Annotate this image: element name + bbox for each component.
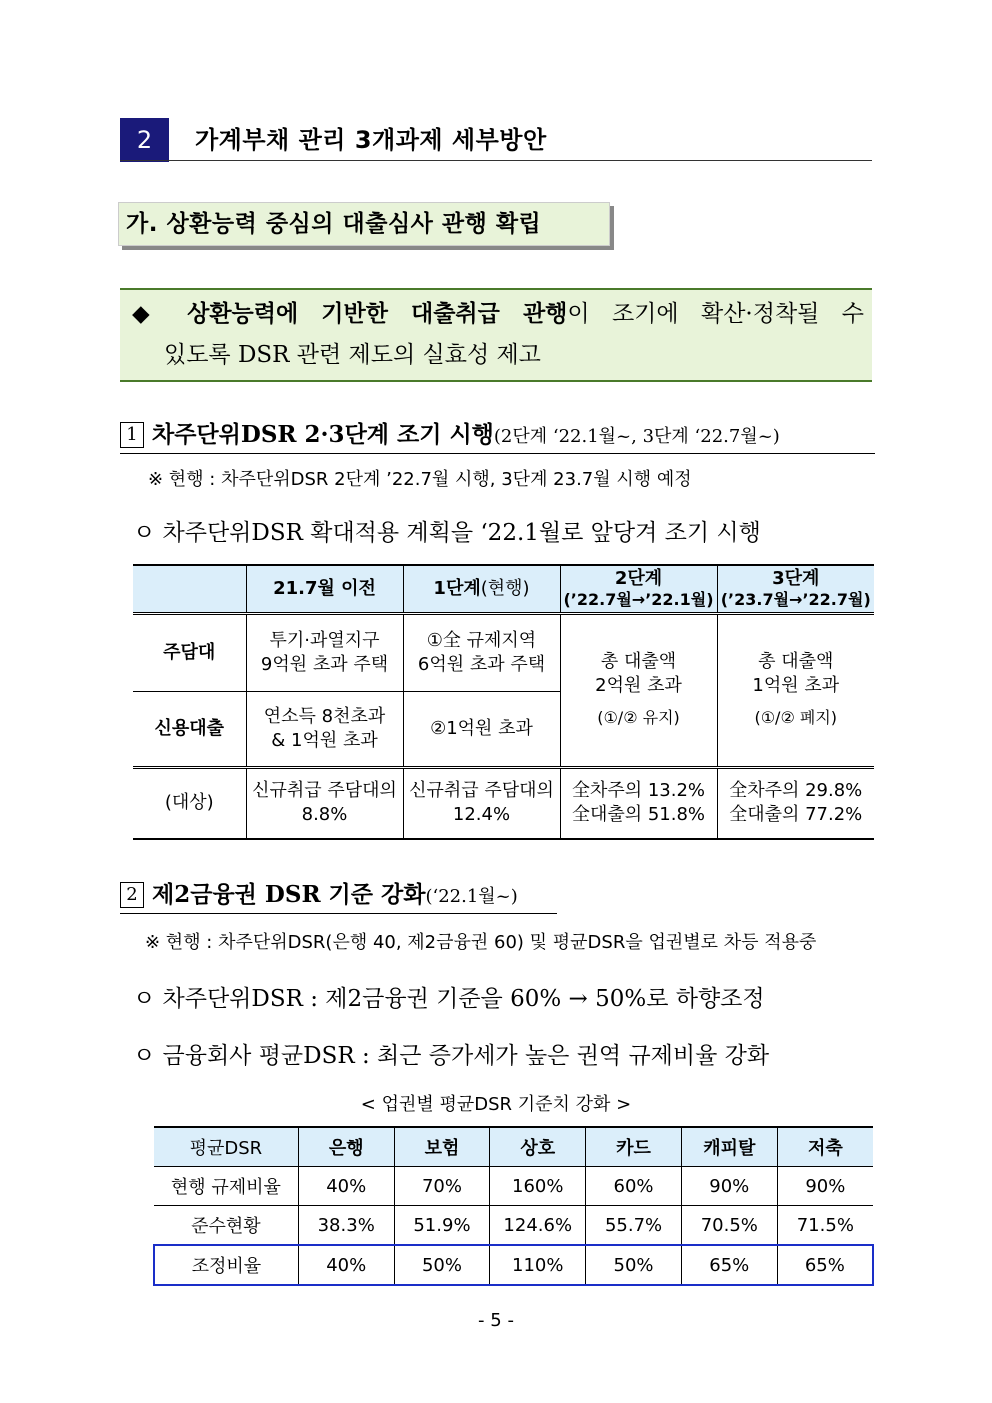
item2-suffix: (‘22.1월~): [425, 886, 518, 907]
summary-line-2: 있도록 DSR 관련 제도의 실효성 제고: [164, 342, 541, 368]
dsr-schedule-table: [133, 564, 874, 840]
item2-title: 제2금융권 DSR 기준 강화: [152, 881, 426, 908]
section-title: 가계부채 관리 3개과제 세부방안: [195, 126, 547, 154]
table-cell: 38.3%: [298, 1206, 394, 1246]
table-row: [154, 1206, 873, 1246]
table2-caption: < 업권별 평균DSR 기준치 강화 >: [360, 1094, 632, 1115]
item1-heading: [120, 420, 875, 454]
section-number-badge: 2: [120, 118, 169, 162]
summary-bold-text: 상환능력에 기반한 대출취급 관행: [187, 300, 568, 327]
table-header-cell: 은행: [298, 1127, 394, 1167]
table-header-cell: 상호: [490, 1127, 586, 1167]
section-divider: [120, 160, 872, 161]
table-row: [133, 767, 874, 839]
table-cell: [403, 613, 560, 691]
cell-line: (①/② 유지): [597, 708, 680, 727]
table-cell: 51.9%: [394, 1206, 490, 1246]
table-header-cell: [560, 565, 717, 613]
row-label: (대상): [133, 767, 246, 839]
table-header-cell: 평균DSR: [154, 1127, 298, 1167]
item1-title: 차주단위DSR 2·3단계 조기 시행: [152, 421, 494, 448]
page-number: - 5 -: [478, 1310, 514, 1331]
summary-rest-text: 이 조기에 확산·정착될 수: [567, 301, 864, 327]
item2-number: 2: [120, 882, 144, 908]
row-label: 현행 규제비율: [154, 1167, 298, 1206]
table-cell: 40%: [298, 1245, 394, 1285]
cell-line: ①全 규제지역: [426, 629, 537, 651]
cell-line: 全대출의 77.2%: [729, 804, 863, 826]
row-label: 신용대출: [133, 691, 246, 767]
row-label: 조정비율: [154, 1245, 298, 1285]
table-cell: [246, 691, 403, 767]
cell-line: 총 대출액: [758, 651, 834, 672]
table-cell: [246, 767, 403, 839]
cell-line: 12.4%: [452, 804, 511, 826]
table-cell: 65%: [681, 1245, 777, 1285]
table-cell: 90%: [777, 1167, 873, 1206]
average-dsr-table: [153, 1126, 874, 1286]
table-row-highlighted: [154, 1245, 873, 1285]
table-cell: 71.5%: [777, 1206, 873, 1246]
cell-line: 9억원 초과 주택: [260, 653, 389, 675]
header-text: (현행): [480, 577, 530, 599]
cell-line: 6억원 초과 주택: [417, 653, 546, 675]
table-header-cell: 카드: [586, 1127, 682, 1167]
table-cell: 60%: [586, 1167, 682, 1206]
table-cell: 55.7%: [586, 1206, 682, 1246]
table-cell: [717, 767, 874, 839]
cell-line: 全차주의 13.2%: [571, 780, 706, 802]
table-header-cell: 21.7월 이전: [246, 565, 403, 613]
item1-bullet: ㅇ 차주단위DSR 확대적용 계획을 ‘22.1월로 앞당겨 조기 시행: [133, 520, 761, 546]
table-header-cell: 캐피탈: [681, 1127, 777, 1167]
cell-line: (①/② 폐지): [754, 708, 838, 727]
table-header-cell: [133, 565, 246, 613]
table-header-cell: 보험: [394, 1127, 490, 1167]
cell-line: 총 대출액: [600, 651, 677, 672]
table-cell: 40%: [298, 1167, 394, 1206]
item2-note: ※ 현행 : 차주단위DSR(은행 40, 제2금융권 60) 및 평균DSR을 업권별로 차등 적용중: [145, 932, 817, 953]
table-cell: 50%: [586, 1245, 682, 1285]
table-cell: [403, 767, 560, 839]
table-cell: 70%: [394, 1167, 490, 1206]
table-cell-merged: [560, 613, 717, 767]
table-cell: 70.5%: [681, 1206, 777, 1246]
header-text: 3단계: [772, 567, 820, 589]
table-row: [154, 1167, 873, 1206]
table-cell: 90%: [681, 1167, 777, 1206]
cell-line: 1억원 초과: [752, 675, 840, 696]
table-cell-merged: [717, 613, 874, 767]
table-cell: 124.6%: [490, 1206, 586, 1246]
summary-line-1: [132, 297, 864, 331]
item1-number: 1: [120, 422, 144, 448]
table-cell: 160%: [490, 1167, 586, 1206]
table-header-cell: 저축: [777, 1127, 873, 1167]
table-header-cell: [403, 565, 560, 613]
cell-line: 투기·과열지구: [269, 629, 380, 651]
item2-bullet-1: ㅇ 차주단위DSR : 제2금융권 기준을 60% → 50%로 하향조정: [133, 986, 765, 1012]
cell-line: 2억원 초과: [595, 675, 682, 696]
table-cell: 50%: [394, 1245, 490, 1285]
item2-heading: [120, 880, 557, 914]
header-text: (’22.7월→’22.1월): [563, 589, 714, 609]
cell-line: 8.8%: [301, 804, 348, 826]
cell-line: 신규취급 주담대의: [252, 780, 397, 802]
cell-line: 신규취급 주담대의: [409, 780, 554, 802]
header-text: (’23.7월→’22.7월): [720, 589, 871, 609]
table-cell: 110%: [490, 1245, 586, 1285]
table-header-row: [133, 565, 874, 613]
item2-bullet-2: ㅇ 금융회사 평균DSR : 최근 증가세가 높은 권역 규제비율 강화: [133, 1043, 770, 1069]
item1-note: ※ 현행 : 차주단위DSR 2단계 ’22.7월 시행, 3단계 23.7월 시행 예정: [148, 469, 692, 490]
cell-line: & 1억원 초과: [271, 729, 378, 751]
item1-suffix: (2단계 ‘22.1월~, 3단계 ‘22.7월~): [493, 426, 780, 447]
row-label: 준수현황: [154, 1206, 298, 1246]
cell-line: 全차주의 29.8%: [729, 780, 863, 802]
cell-line: 연소득 8천초과: [263, 705, 386, 727]
table-header-row: [154, 1127, 873, 1167]
header-text: 2단계: [614, 567, 663, 589]
table-cell: ②1억원 초과: [403, 691, 560, 767]
header-text: 1단계: [433, 577, 481, 599]
table-header-cell: [717, 565, 874, 613]
cell-line: 全대출의 51.8%: [571, 804, 706, 826]
subsection-title: 가. 상환능력 중심의 대출심사 관행 확립: [126, 211, 542, 237]
table-cell: 65%: [777, 1245, 873, 1285]
table-cell: [560, 767, 717, 839]
table-cell: [246, 613, 403, 691]
row-label: 주담대: [133, 613, 246, 691]
table-row: [133, 613, 874, 691]
diamond-bullet-icon: ◆: [132, 300, 165, 327]
